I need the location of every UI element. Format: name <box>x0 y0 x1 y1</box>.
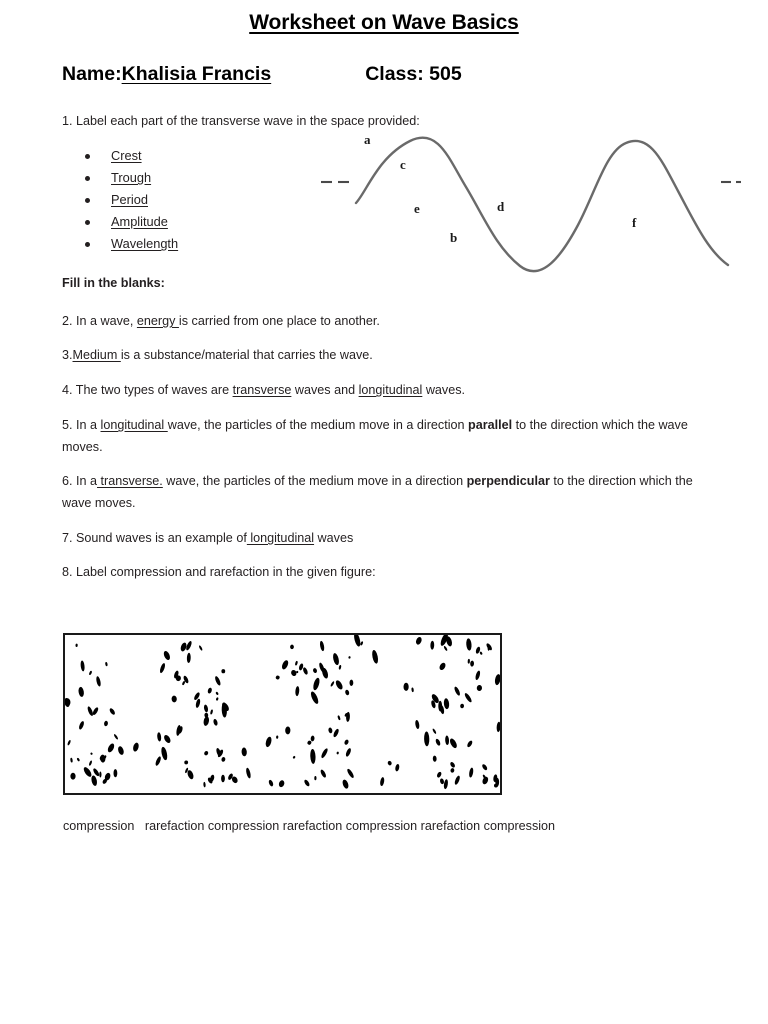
wave-label-c: c <box>400 157 406 172</box>
list-item-label: Wavelength <box>111 236 179 251</box>
transverse-wave-diagram <box>310 125 762 280</box>
page-title <box>0 11 768 35</box>
name-label: Name: <box>62 63 122 85</box>
compression-rarefaction-caption: compression rarefaction compression rarefaction compression rarefaction compression <box>63 819 556 833</box>
list-item-label: Amplitude <box>111 214 168 229</box>
question-4: 4. The two types of waves are transverse waves and longitudinal waves. <box>62 383 466 397</box>
compression-rarefaction-figure <box>63 633 502 795</box>
wave-curve-svg <box>310 125 762 280</box>
list-item <box>78 211 178 233</box>
student-name-value: Khalisia Francis <box>121 63 272 85</box>
list-item <box>78 145 178 167</box>
wave-label-e: e <box>414 201 420 216</box>
page-title-text: Worksheet on Wave Basics <box>249 11 519 34</box>
list-item <box>78 233 178 255</box>
wave-label-d: d <box>497 199 505 214</box>
question-5: 5. In a longitudinal wave, the particles of the medium move in a direction parallel to the direction which the wave moves. <box>62 418 688 454</box>
list-item <box>78 189 178 211</box>
student-identity-line <box>62 63 462 86</box>
wave-label-f: f <box>632 215 637 230</box>
list-item-label: Period <box>111 192 148 207</box>
list-item-label: Crest <box>111 148 142 163</box>
wave-parts-list <box>78 145 178 255</box>
question-2: 2. In a wave, energy is carried from one place to another. <box>62 314 380 328</box>
question-8: 8. Label compression and rarefaction in the given figure: <box>62 565 376 579</box>
wave-path <box>356 138 728 272</box>
list-item-label: Trough <box>111 170 152 185</box>
fill-in-the-blanks-heading: Fill in the blanks: <box>62 276 165 290</box>
question-7: 7. Sound waves is an example of longitudinal waves <box>62 531 354 545</box>
list-item <box>78 167 178 189</box>
particle-field-svg <box>65 635 500 793</box>
question-6: 6. In a transverse. wave, the particles of the medium move in a direction perpendicular to the direction which the wave moves. <box>62 474 693 510</box>
wave-label-a: a <box>364 132 371 147</box>
class-value: Class: 505 <box>365 63 462 85</box>
wave-label-b: b <box>450 230 458 245</box>
question-3: 3.Medium is a substance/material that carries the wave. <box>62 348 373 362</box>
particle-group <box>65 635 500 789</box>
question-1-prompt: 1. Label each part of the transverse wave in the space provided: <box>62 114 420 128</box>
